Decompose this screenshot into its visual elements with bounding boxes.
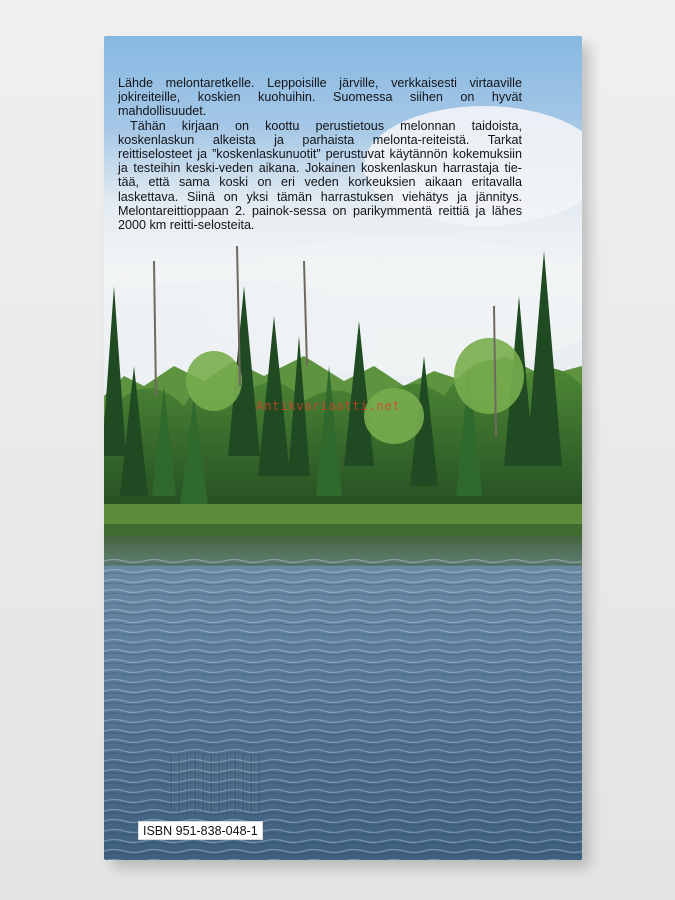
seller-watermark: Antikvariaatti.net	[256, 398, 401, 413]
isbn-label: ISBN 951-838-048-1	[138, 821, 263, 840]
barcode-area	[170, 754, 260, 812]
back-cover-blurb	[118, 76, 522, 232]
blurb-paragraph-2: Tähän kirjaan on koottu perustietous melonnan taidoista, koskenlaskun alkeista ja parhaista melonta-reiteistä. Tarkat reittiselosteet ja ”koskenlaskunuotit” perustuvat käytännön kokemuksiin ja testeihin keski-veden aikana. Jokainen koskenlaskun harrastaja tie-tää, että sama koski on eri veden korkeuksien aikaan eritavalla laskettava. Siinä on yksi tämän harrastuksen viehätys ja jännitys. Melontareittioppaan 2. painok-sessa on parikymmentä reittiä ja lähes 2000 km reitti-selosteita.	[118, 118, 522, 233]
book-back-cover	[104, 36, 582, 860]
blurb-paragraph-1: Lähde melontaretkelle. Leppoisille järville, verkkaisesti virtaaville jokireiteille, koskien kuohuihin. Suomessa siihen on hyvät mahdollisuudet.	[118, 76, 522, 119]
